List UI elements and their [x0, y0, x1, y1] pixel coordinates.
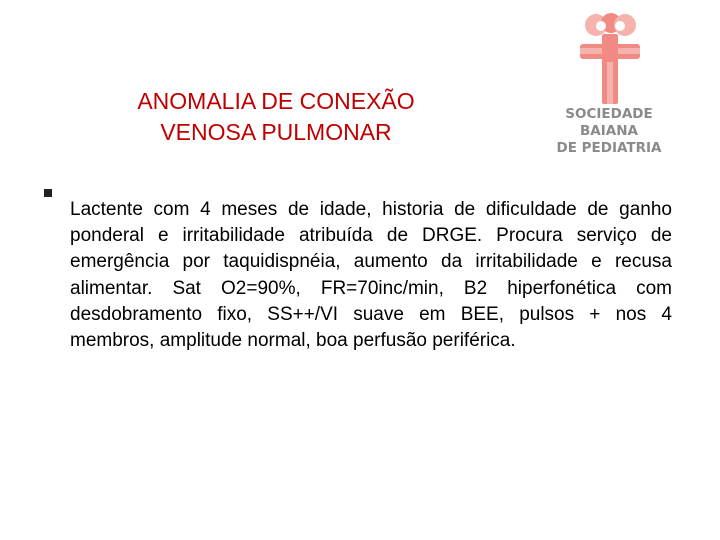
- slide-body: [44, 178, 672, 373]
- logo-text-line-2: BAIANA: [580, 123, 638, 139]
- case-description-paragraph: Lactente com 4 meses de idade, historia de dificuldade de ganho ponderal e irritabilidade atribuída de DRGE. Procura serviço de emergência por taquidispnéia, aumento da irritabilidade e recusa alimentar. Sat O2=90%, FR=70inc/min, B2 hiperfonética com desdobramento fixo, SS++/VI suave em BEE, pulsos + nos 4 membros, amplitude normal, boa perfusão periférica.: [70, 199, 672, 352]
- slide-title-line-2: VENOSA PULMONAR: [160, 119, 392, 145]
- logo-text-line-3: DE PEDIATRIA: [556, 140, 662, 156]
- logo-text: [552, 106, 666, 157]
- logo-cross-symbol-icon: [552, 12, 666, 108]
- square-bullet-icon: [44, 179, 58, 205]
- logo-text-line-1: SOCIEDADE: [565, 106, 653, 122]
- slide-title: [96, 86, 456, 148]
- slide-title-line-1: ANOMALIA DE CONEXÃO: [137, 88, 415, 114]
- sociedade-baiana-de-pediatria-logo: [552, 12, 666, 157]
